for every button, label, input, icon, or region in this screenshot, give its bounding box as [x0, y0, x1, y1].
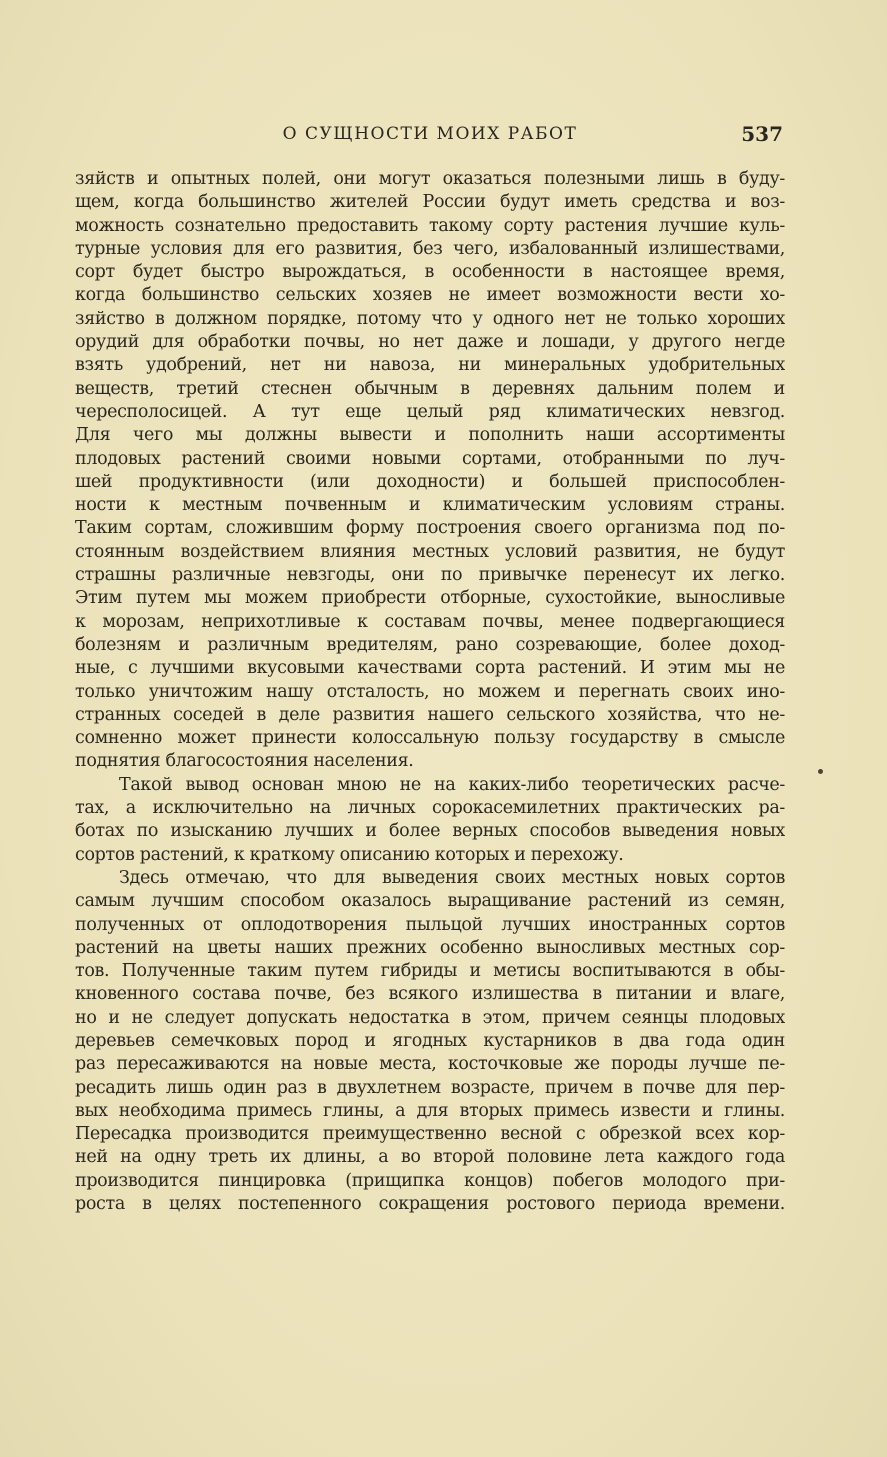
text-line: ней на одну треть их длины, а во второй половине лета каждого года	[75, 1147, 785, 1168]
text-line: производится пинцировка (прищипка концов) побегов молодого при-	[75, 1170, 785, 1191]
text-line: Пересадка производится преимущественно весной с обрезкой всех кор-	[75, 1124, 785, 1145]
page-header	[75, 122, 785, 148]
text-line: сорт будет быстро вырождаться, в особенности в настоящее время,	[75, 262, 785, 283]
text-line: сортов растений, к краткому описанию которых и перехожу.	[75, 844, 624, 865]
page-number: 537	[741, 122, 783, 146]
text-line: зяйств и опытных полей, они могут оказаться полезными лишь в буду-	[75, 169, 785, 189]
running-title: О СУЩНОСТИ МОИХ РАБОТ	[282, 124, 578, 144]
text-line: вых необходима примесь глины, а для вторых примесь извести и глины.	[75, 1100, 785, 1121]
text-line: тов. Полученные таким путем гибриды и метисы воспитываются в обы-	[75, 961, 785, 982]
text-line: Такой вывод основан мною не на каких-либо теоретических расче-	[119, 774, 785, 795]
text-line: плодовых растений своими новыми сортами, отобранными по луч-	[75, 448, 785, 469]
text-line: Этим путем мы можем приобрести отборные, сухостойкие, выносливые	[75, 588, 785, 609]
text-line: ности к местным почвенным и климатическим условиям страны.	[75, 495, 785, 516]
ink-mark	[818, 769, 823, 774]
text-line: роста в целях постепенного сокращения ростового периода времени.	[75, 1194, 785, 1215]
text-line: взять удобрений, нет ни навоза, ни минеральных удобрительных	[75, 355, 785, 376]
text-line: болезням и различным вредителям, рано созревающие, более доход-	[75, 634, 785, 655]
text-line: ботах по изысканию лучших и более верных способов выведения новых	[75, 821, 785, 842]
text-line: Для чего мы должны вывести и пополнить наши ассортименты	[75, 425, 785, 446]
text-line: зяйство в должном порядке, потому что у одного нет не только хороших	[75, 308, 785, 329]
text-line: кновенного состава почве, без всякого излишества в питании и влаге,	[75, 984, 785, 1005]
text-line: но и не следует допускать недостатка в этом, причем сеянцы плодовых	[75, 1007, 785, 1028]
text-line: когда большинство сельских хозяев не имеет возможности вести хо-	[75, 285, 785, 306]
text-line: страшны различные невзгоды, они по привычке перенесут их легко.	[75, 565, 785, 586]
text-line: тах, а исключительно на личных сорокасемилетних практических ра-	[75, 798, 785, 819]
text-line: стоянным воздействием влияния местных условий развития, не будут	[75, 541, 785, 562]
text-line: турные условия для его развития, без чего, избалованный излишествами,	[75, 238, 785, 259]
text-line: раз пересаживаются на новые места, косточковые же породы лучше пе-	[75, 1054, 785, 1075]
text-line: самым лучшим способом оказалось выращивание растений из семян,	[75, 891, 785, 912]
body-text	[75, 168, 785, 1216]
text-line: странных соседей в деле развития нашего сельского хозяйства, что не-	[75, 704, 785, 725]
text-line: поднятия благосостояния населения.	[75, 751, 414, 772]
text-line: деревьев семечковых пород и ягодных кустарников в два года один	[75, 1030, 785, 1051]
text-line: растений на цветы наших прежних особенно выносливых местных сор-	[75, 937, 785, 958]
text-line: ресадить лишь один раз в двухлетнем возрасте, причем в почве для пер-	[75, 1077, 785, 1098]
text-line: можность сознательно предоставить такому сорту растения лучшие куль-	[75, 215, 785, 236]
text-line: полученных от оплодотворения пыльцой лучших иностранных сортов	[75, 914, 785, 935]
text-line: ные, с лучшими вкусовыми качествами сорта растений. И этим мы не	[75, 658, 785, 679]
text-line: сомненно может принести колоссальную пользу государству в смысле	[75, 728, 785, 749]
text-line: только уничтожим нашу отсталость, но можем и перегнать своих ино-	[75, 681, 785, 702]
text-line: орудий для обработки почвы, но нет даже и лошади, у другого негде	[75, 332, 785, 353]
text-line: к морозам, неприхотливые к составам почвы, менее подвергающиеся	[75, 611, 785, 632]
text-line: шей продуктивности (или доходности) и большей приспособлен-	[75, 471, 785, 492]
text-line: Таким сортам, сложившим форму построения своего организма под по-	[75, 518, 785, 539]
text-line: Здесь отмечаю, что для выведения своих местных новых сортов	[119, 867, 785, 888]
text-line: чересполосицей. А тут еще целый ряд климатических невзгод.	[75, 401, 785, 422]
text-line: веществ, третий стеснен обычным в деревнях дальним полем и	[75, 378, 785, 399]
text-line: щем, когда большинство жителей России будут иметь средства и воз-	[75, 192, 785, 213]
